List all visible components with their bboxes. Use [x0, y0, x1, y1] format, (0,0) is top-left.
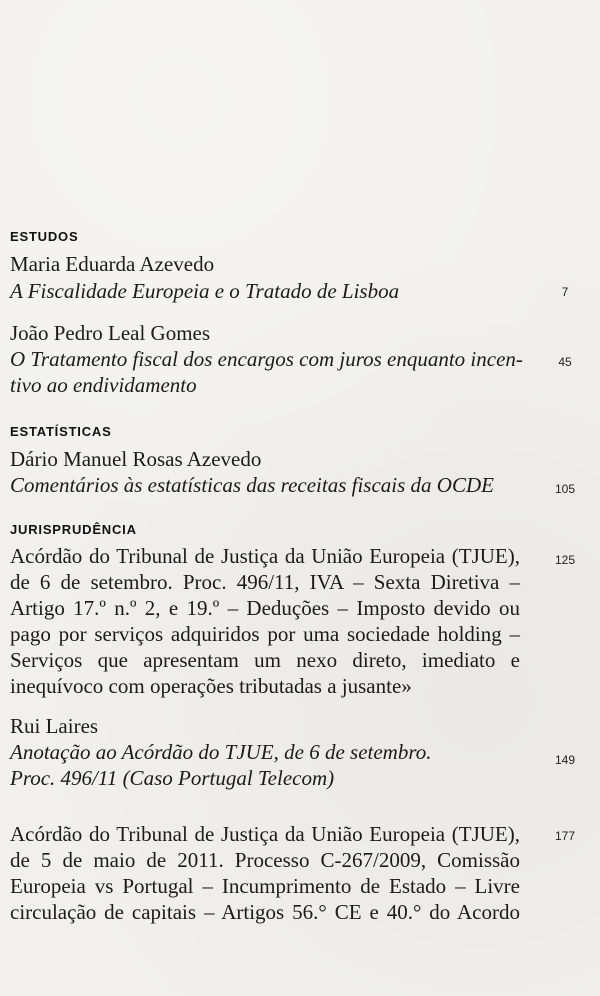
entry-page-number: 149: [554, 753, 576, 767]
entry-title: A Fiscalidade Europeia e o Tratado de Lisboa: [10, 279, 400, 303]
entry-text-line: Europeia vs Portugal – Incumprimento de Estado – Livre: [10, 874, 520, 898]
entry-text-line: inequívoco com operações tributadas a jusante»: [10, 674, 412, 698]
entry-author: Dário Manuel Rosas Azevedo: [10, 447, 262, 471]
entry-text-line: de 5 de maio de 2011. Processo C-267/2009, Comissão: [10, 848, 520, 872]
entry-page-number: 7: [561, 285, 569, 299]
entry-page-number: 105: [554, 482, 576, 496]
entry-page-number: 45: [558, 355, 572, 369]
entry-title: tivo ao endividamento: [10, 373, 197, 397]
entry-author: Rui Laires: [10, 714, 99, 738]
entry-page-number: 125: [554, 553, 576, 567]
section-title-estudos: ESTUDOS: [10, 229, 79, 244]
entry-author: Maria Eduarda Azevedo: [10, 252, 215, 276]
section-title-jurisprudencia: JURISPRUDÊNCIA: [10, 522, 137, 537]
entry-title: Proc. 496/11 (Caso Portugal Telecom): [10, 766, 335, 790]
entry-author: João Pedro Leal Gomes: [10, 321, 211, 345]
entry-text-line: circulação de capitais – Artigos 56.° CE e 40.° do Acordo: [10, 900, 520, 924]
section-title-estatisticas: ESTATÍSTICAS: [10, 424, 112, 439]
entry-title: Comentários às estatísticas das receitas fiscais da OCDE: [10, 473, 494, 497]
entry-text-line: pago por serviços adquiridos por uma sociedade holding –: [10, 622, 520, 646]
entry-text-line: Acórdão do Tribunal de Justiça da União Europeia (TJUE),: [10, 544, 520, 568]
entry-title: Anotação ao Acórdão do TJUE, de 6 de setembro.: [10, 740, 432, 764]
entry-text-line: Artigo 17.º n.º 2, e 19.º – Deduções – Imposto devido ou: [10, 596, 520, 620]
entry-text-line: Serviços que apresentam um nexo direto, imediato e: [10, 648, 520, 672]
entry-title: O Tratamento fiscal dos encargos com juros enquanto incen-: [10, 347, 523, 371]
entry-text-line: de 6 de setembro. Proc. 496/11, IVA – Sexta Diretiva –: [10, 570, 520, 594]
entry-page-number: 177: [554, 829, 576, 843]
entry-text-line: Acórdão do Tribunal de Justiça da União Europeia (TJUE),: [10, 822, 520, 846]
